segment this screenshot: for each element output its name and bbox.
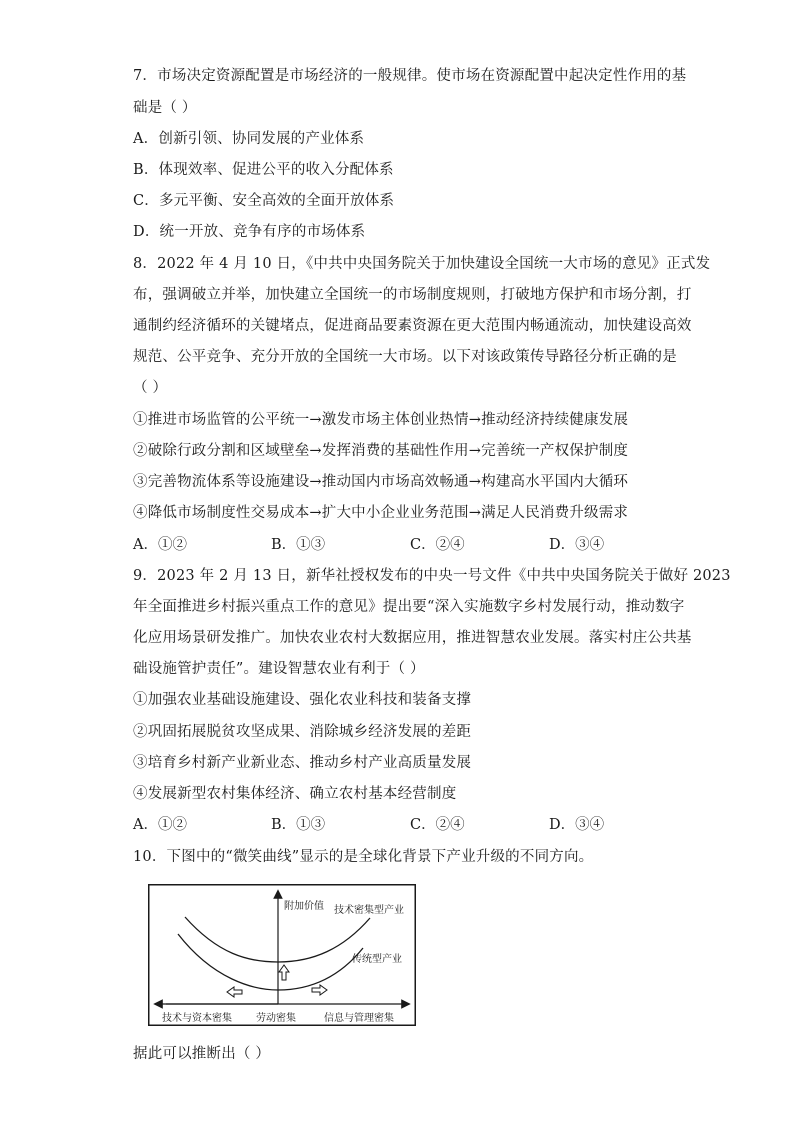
q9-stem-line1: 9．2023 年 2 月 13 日，新华社授权发布的中央一号文件《中共中央国务院关于做好 2023 [133,568,731,584]
q9-choice-a: A．①② [133,817,187,833]
q10-stem: 10．下图中的“微笑曲线”显示的是全球化背景下产业升级的不同方向。 [133,849,594,865]
q8-item-3: ③完善物流体系等设施建设→推动国内市场高效畅通→构建高水平国内大循环 [133,474,629,490]
q9-item-4: ④发展新型农村集体经济、确立农村基本经营制度 [133,786,457,802]
q9-stem-line2: 年全面推进乡村振兴重点工作的意见》提出要“深入实施数字乡村发展行动，推动数字 [133,599,685,615]
q9-stem-line4: 础设施管护责任”。建设智慧农业有利于（ ） [133,661,425,677]
smile-curve-figure [148,884,416,1026]
q9-item-3: ③培育乡村新产业新业态、推动乡村产业高质量发展 [133,755,472,771]
q8-stem-line4: 规范、公平竞争、充分开放的全国统一大市场。以下对该政策传导路径分析正确的是 [133,349,677,365]
q9-choice-d: D．③④ [549,817,605,833]
q8-choice-a: A．①② [133,537,187,553]
q9-item-1: ①加强农业基础设施建设、强化农业科技和装备支撑 [133,692,472,708]
q9-stem-line3: 化应用场景研发推广。加快农业农村大数据应用，推进智慧农业发展。落实村庄公共基 [133,630,692,646]
q7-stem-line1: 7．市场决定资源配置是市场经济的一般规律。使市场在资源配置中起决定性作用的基 [133,68,687,84]
q8-choice-d: D．③④ [549,537,605,553]
x-left-label: 技术与资本密集 [162,1013,232,1024]
q7-option-d: D．统一开放、竞争有序的市场体系 [133,224,366,240]
q7-option-a: A．创新引领、协同发展的产业体系 [133,131,365,147]
q7-stem-line2: 础是（ ） [133,100,197,116]
y-axis-label: 附加价值 [284,901,324,912]
up-arrow-icon [279,965,289,980]
curve-upper-label: 技术密集型产业 [334,905,404,916]
q8-stem-line5: （ ） [133,380,168,396]
q8-choice-b: B．①③ [271,537,326,553]
q9-choice-c: C．②④ [410,817,465,833]
q8-choice-c: C．②④ [410,537,465,553]
q8-item-1: ①推进市场监管的公平统一→激发市场主体创业热情→推动经济持续健康发展 [133,412,629,428]
smile-curve-diagram [148,884,416,1026]
x-mid-label: 劳动密集 [256,1013,296,1024]
right-arrow-icon [312,985,327,995]
q7-option-c: C．多元平衡、安全高效的全面开放体系 [133,193,395,209]
q10-followup: 据此可以推断出（ ） [133,1046,271,1062]
q9-item-2: ②巩固拓展脱贫攻坚成果、消除城乡经济发展的差距 [133,724,472,740]
curve-lower-label: 传统型产业 [352,954,402,965]
left-arrow-icon [227,987,242,997]
q8-item-4: ④降低市场制度性交易成本→扩大中小企业业务范围→满足人民消费升级需求 [133,505,629,521]
q8-stem-line3: 通制约经济循环的关键堵点，促进商品要素资源在更大范围内畅通流动，加快建设高效 [133,318,692,334]
q8-stem-line2: 布，强调破立并举，加快建立全国统一的市场制度规则，打破地方保护和市场分割，打 [133,287,692,303]
q8-stem-line1: 8．2022 年 4 月 10 日，《中共中央国务院关于加快建设全国统一大市场的意见》正式发 [133,256,711,272]
q9-choice-b: B．①③ [271,817,326,833]
q7-option-b: B．体现效率、促进公平的收入分配体系 [133,162,394,178]
x-right-label: 信息与管理密集 [324,1013,394,1024]
q8-item-2: ②破除行政分割和区域壁垒→发挥消费的基础性作用→完善统一产权保护制度 [133,443,629,459]
